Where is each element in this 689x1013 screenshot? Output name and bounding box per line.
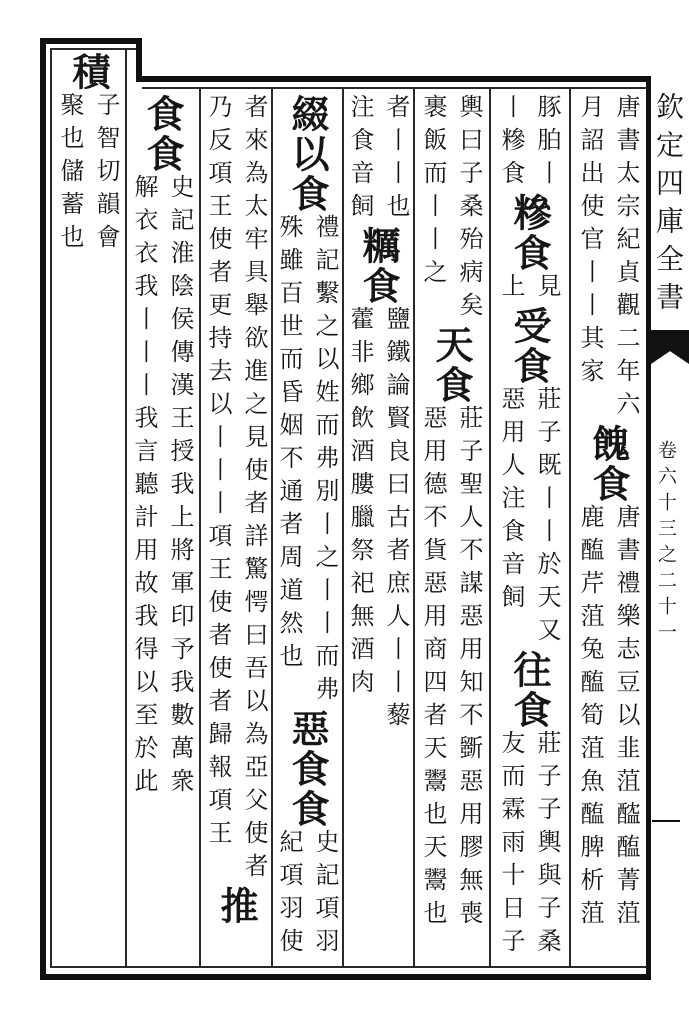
frame-top — [136, 76, 651, 82]
annotation-left-line: 乃反項王使者更持去以丨丨丨項王使者使者歸報項王 — [204, 94, 232, 853]
frame-bottom — [40, 974, 651, 980]
headword: 受食 — [507, 306, 552, 386]
annotation-right-line: 莊子子輿與子桑 — [533, 730, 561, 961]
column-rule — [342, 89, 344, 966]
annotation-left-line: 丨糝食 — [497, 94, 525, 193]
annotation-right-line: 唐書禮樂志豆以韭菹醓醢菁菹 — [612, 504, 640, 933]
headword: 推 — [214, 886, 259, 926]
frame-top-left-inner — [50, 48, 136, 50]
annotation-left-line: 惡用德不貨惡用商四者天鬻也天鬻也 — [419, 405, 447, 933]
column-rule — [271, 89, 273, 966]
annotation-left-line: 鹿醢芹菹兔醢筍菹魚醢脾析菹 — [576, 504, 604, 933]
annotation-left-line: 藿非鄉飲酒膢臘祭祀無酒肉 — [346, 306, 374, 702]
fish-tail-mark — [651, 330, 689, 364]
annotation-right-line: 豚胉丨 — [533, 94, 561, 193]
headword: 食食 — [140, 94, 185, 174]
column-rule — [489, 89, 491, 966]
annotation-right-line: 唐書太宗紀貞觀二年六 — [612, 94, 640, 424]
headword: 積 — [66, 52, 111, 92]
annotation-right-line: 者來為太牢具舉欲進之見使者詳驚愕曰吾以為亞父使者 — [240, 94, 268, 886]
annotation-left-line: 上 — [497, 273, 525, 306]
annotation-left-line: 殊雖百世而昏姻不通者周道然也 — [275, 214, 303, 676]
headword: 糝食 — [507, 193, 552, 273]
annotation-left-line: 惡用人注食音飼 — [497, 386, 525, 617]
annotation-right-line: 輿曰子桑殆病矣 — [455, 94, 483, 325]
headword: 餽食 — [586, 424, 631, 504]
annotation-right-line: 鹽鐵論賢良曰古者庶人丨丨藜 — [382, 306, 410, 735]
annotation-right-line: 莊子聖人不謀惡用知不斵惡用膠無喪 — [455, 405, 483, 933]
annotation-left-line: 紀項羽使 — [275, 829, 303, 961]
annotation-right-line: 史記項羽 — [311, 829, 339, 961]
headword: 綴以食 — [285, 94, 330, 214]
annotation-right-line: 禮記繫之以姓而弗別丨之丨丨而弗 — [311, 214, 339, 709]
frame-right — [646, 76, 651, 980]
annotation-left-line: 月詔出使官丨丨其家 — [576, 94, 604, 391]
frame-bottom-inner — [50, 966, 646, 968]
annotation-left-line: 友而霖雨十日子 — [497, 730, 525, 961]
annotation-right-line: 見 — [533, 273, 561, 306]
annotation-left-line: 裹飯而丨丨之 — [419, 94, 447, 292]
volume-number: 卷六十三之二十一 — [655, 440, 677, 648]
book-title: 欽定四庫全書 — [652, 92, 685, 320]
annotation-right-line: 者丨丨也 — [382, 94, 410, 226]
annotation-left-line: 解衣衣我丨丨丨我言聽計用故我得以至於此 — [130, 174, 158, 801]
annotation-left-line: 注食音飼 — [346, 94, 374, 226]
column-rule — [125, 50, 127, 966]
frame-left — [40, 38, 46, 980]
column-rule — [199, 89, 201, 966]
annotation-right-line: 莊子既丨丨於天又 — [533, 386, 561, 650]
annotation-left-line: 聚也儲蓄也 — [56, 92, 84, 257]
annotation-right-line: 子智切韻會 — [92, 92, 120, 257]
headword: 糲食 — [356, 226, 401, 306]
frame-left-inner — [50, 48, 52, 968]
headword: 往食 — [507, 650, 552, 730]
frame-top-left — [40, 38, 142, 44]
headword: 天食 — [429, 325, 474, 405]
fold-tick — [652, 820, 680, 822]
column-rule — [569, 89, 571, 966]
annotation-right-line: 史記淮陰侯傳漢王授我上將軍印予我數萬衆 — [166, 174, 194, 801]
headword: 惡食食 — [285, 709, 330, 829]
column-rule — [413, 89, 415, 966]
